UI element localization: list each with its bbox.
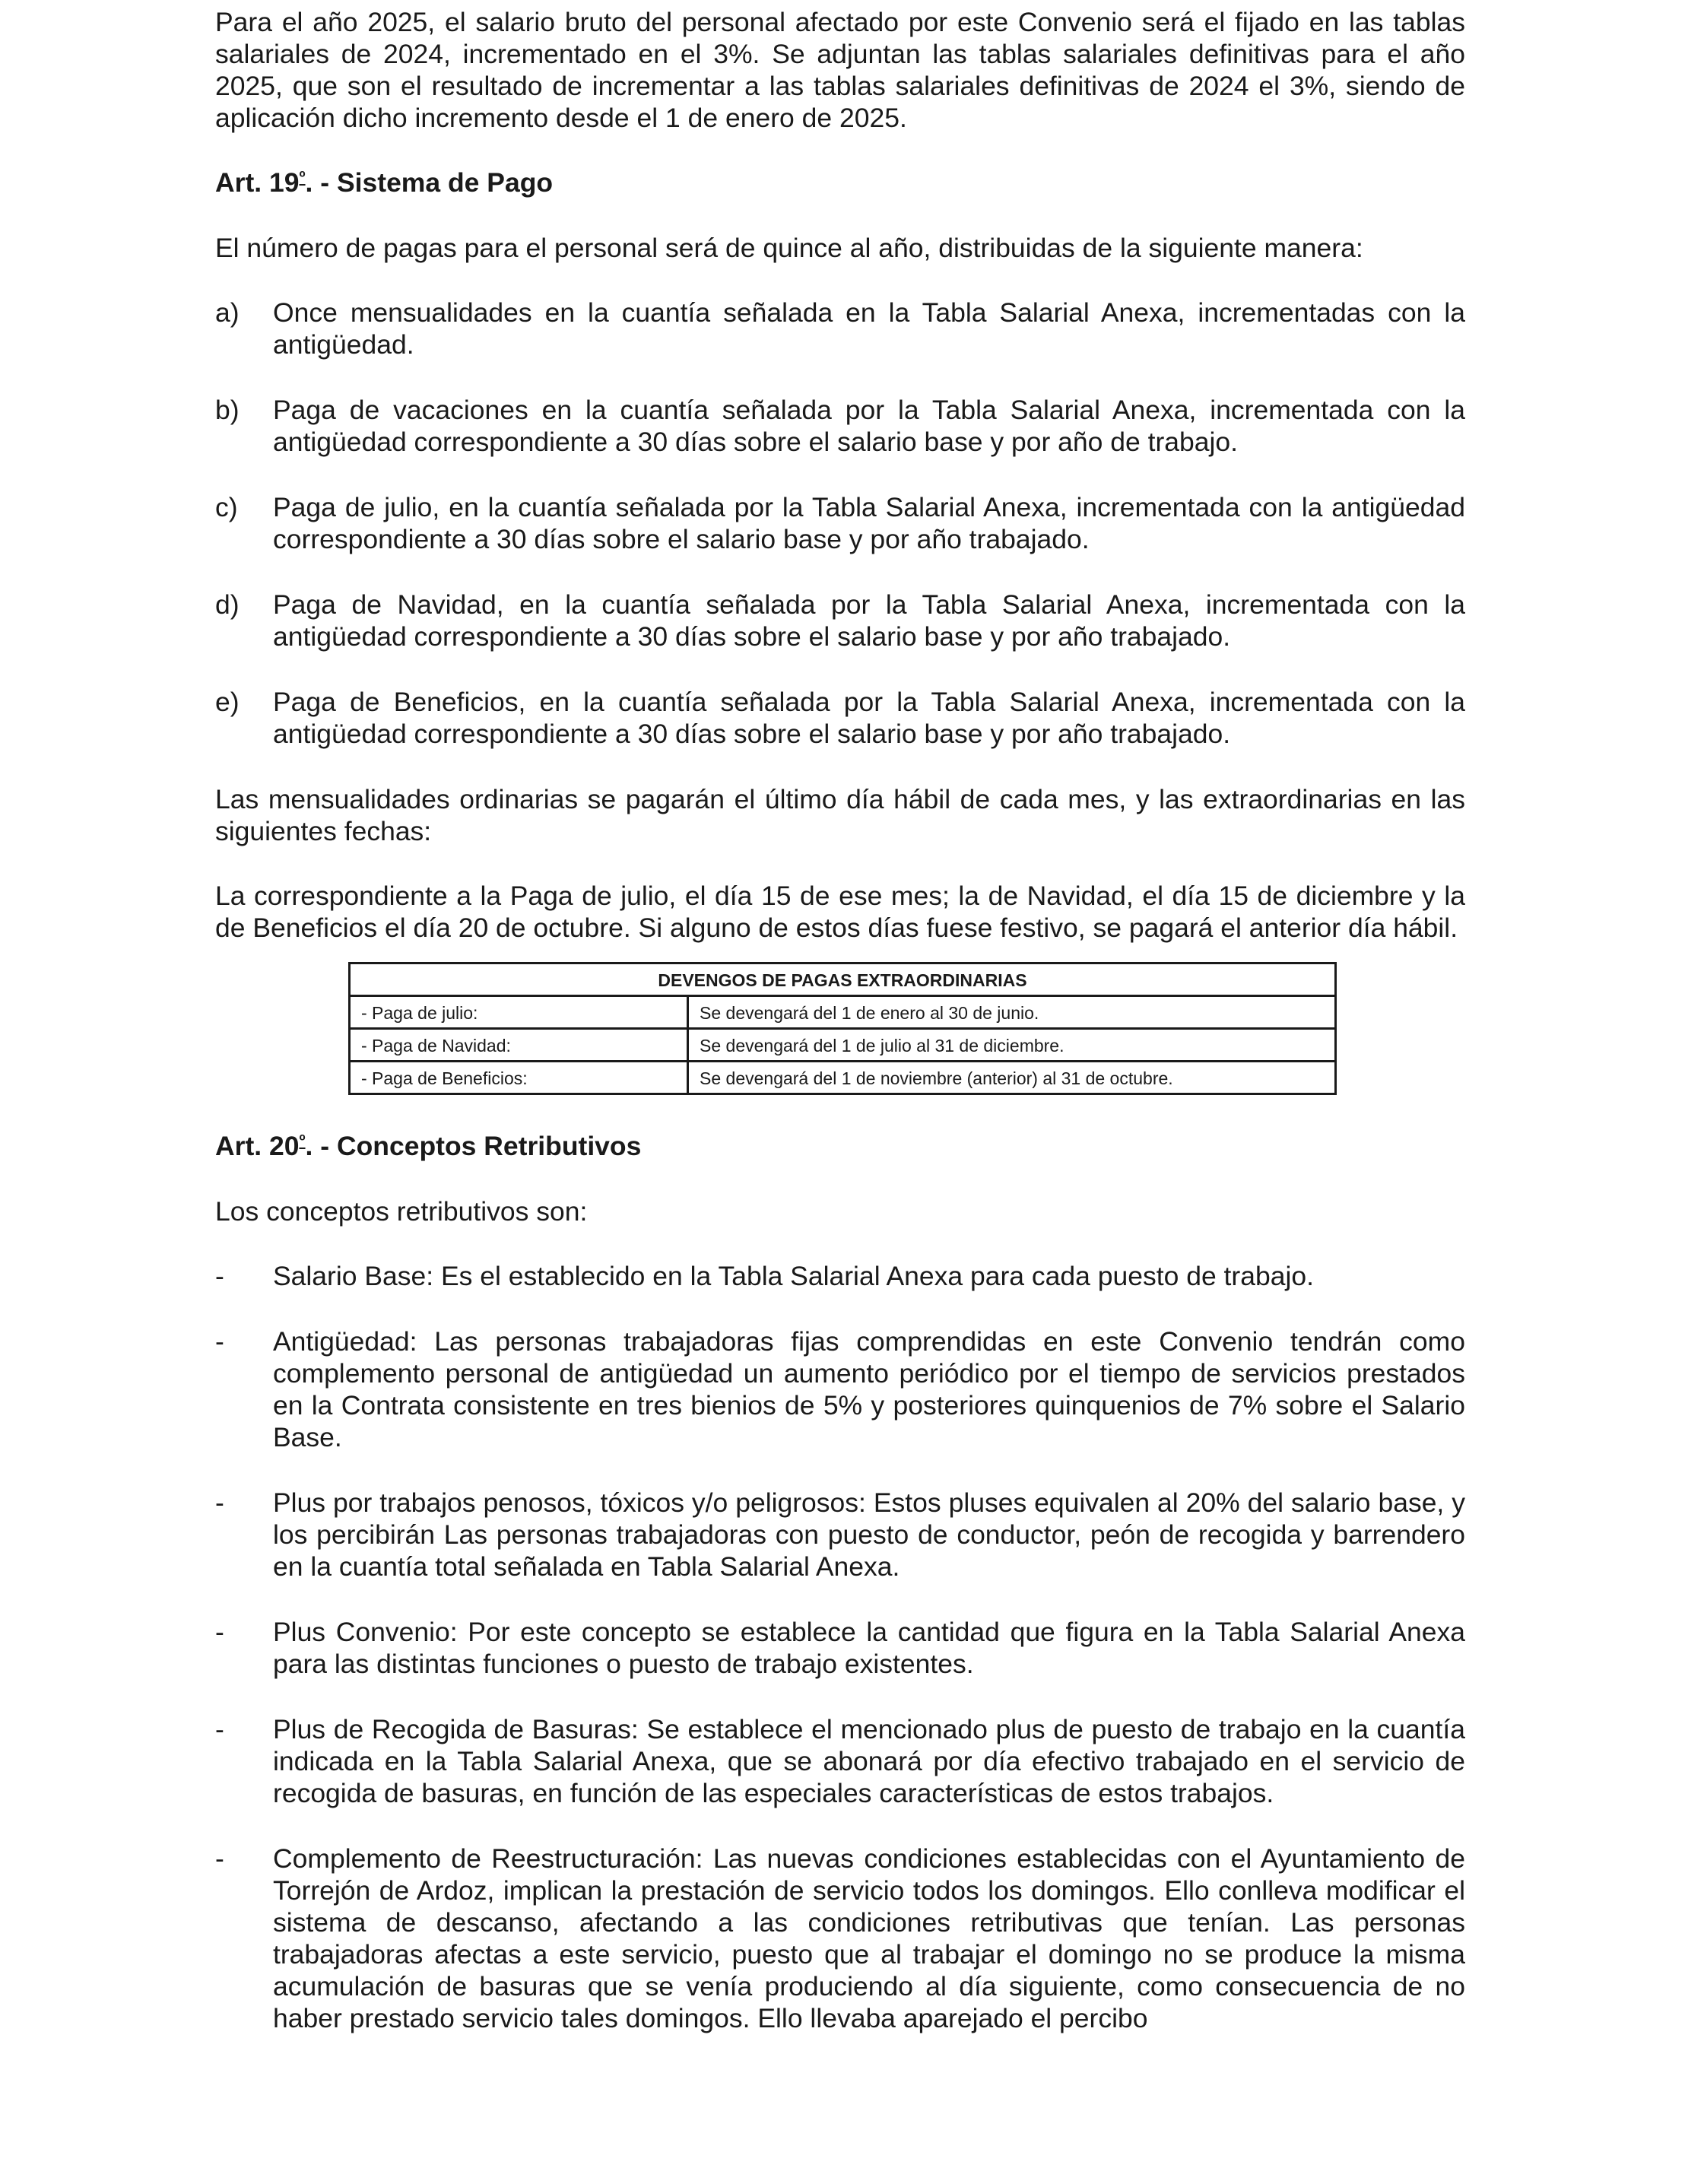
list-marker: - bbox=[215, 1487, 224, 1518]
art19-mensualidades-paragraph: Las mensualidades ordinarias se pagarán el último día hábil de cada mes, y las extraordinarias en las siguientes fechas: bbox=[215, 784, 1465, 846]
list-item bbox=[215, 394, 1465, 458]
list-item bbox=[215, 1325, 1465, 1453]
list-item bbox=[215, 686, 1465, 750]
table-header-row bbox=[350, 963, 1336, 996]
art19-title: . - Sistema de Pago bbox=[305, 167, 554, 198]
table-row bbox=[350, 1029, 1336, 1062]
art19-heading bbox=[215, 167, 1465, 198]
list-item bbox=[215, 1616, 1465, 1680]
art19-lead: El número de pagas para el personal será de quince al año, distribuidas de la siguiente manera: bbox=[215, 233, 1363, 263]
art20-title: . - Conceptos Retributivos bbox=[305, 1131, 642, 1161]
list-item bbox=[215, 1487, 1465, 1582]
list-item-text: Complemento de Reestructuración: Las nuevas condiciones establecidas con el Ayuntamiento de Torrejón de Ardoz, implican la prestación de servicio todos los domingos. Ello conlleva modificar el sistema de descanso, afectando a las condiciones retributivas que tenían. Las personas trabajadoras afectas a este servicio, puesto que al trabajar el domingo no se produce la misma acumulación de basuras que se venía produciendo al día siguiente, como consecuencia de no haber prestado servicio tales domingos. Ello llevaba aparejado el percibo bbox=[273, 1843, 1465, 2033]
art20-number: Art. 20 bbox=[215, 1131, 300, 1161]
devengos-table bbox=[348, 962, 1337, 1095]
list-item-text: Once mensualidades en la cuantía señalada en la Tabla Salarial Anexa, incrementadas con la antigüedad. bbox=[273, 297, 1465, 360]
art20-list bbox=[215, 1260, 1465, 2034]
list-item bbox=[215, 589, 1465, 652]
list-marker: - bbox=[215, 1843, 224, 1874]
list-item-text: Paga de julio, en la cuantía señalada por la Tabla Salarial Anexa, incrementada con la antigüedad correspondiente a 30 días sobre el salario base y por año trabajado. bbox=[273, 492, 1465, 554]
list-item-text: Plus Convenio: Por este concepto se establece la cantidad que figura en la Tabla Salarial Anexa para las distintas funciones o puesto de trabajo existentes. bbox=[273, 1617, 1465, 1679]
art19-fechas-paragraph: La correspondiente a la Paga de julio, el día 15 de ese mes; la de Navidad, el día 15 de diciembre y la de Beneficios el día 20 de octubre. Si alguno de estos días fuese festivo, se pagará el anterior día hábil. bbox=[215, 881, 1465, 943]
art19-ordinal: º bbox=[299, 167, 306, 186]
art19-list bbox=[215, 297, 1465, 750]
list-marker: - bbox=[215, 1261, 224, 1291]
table-cell-paga: - Paga de Beneficios: bbox=[350, 1062, 688, 1094]
list-item bbox=[215, 297, 1465, 360]
list-item bbox=[215, 1260, 1465, 1292]
list-marker: - bbox=[215, 1617, 224, 1647]
table-cell-devengo: Se devengará del 1 de julio al 31 de diciembre. bbox=[688, 1029, 1336, 1062]
list-item-text: Plus de Recogida de Basuras: Se establece el mencionado plus de puesto de trabajo en la cuantía indicada en la Tabla Salarial Anexa, que se abonará por día efectivo trabajado en el servicio de recogida de basuras, en función de las especiales características de estos trabajos. bbox=[273, 1714, 1465, 1808]
list-item bbox=[215, 1713, 1465, 1809]
table-row bbox=[350, 996, 1336, 1029]
art20-lead: Los conceptos retributivos son: bbox=[215, 1196, 588, 1227]
list-marker: e) bbox=[215, 687, 240, 717]
list-marker: - bbox=[215, 1714, 224, 1744]
list-item-text: Paga de Navidad, en la cuantía señalada por la Tabla Salarial Anexa, incrementada con la antigüedad correspondiente a 30 días sobre el salario base y por año trabajado. bbox=[273, 589, 1465, 652]
list-item-text: Paga de vacaciones en la cuantía señalada por la Tabla Salarial Anexa, incrementada con la antigüedad correspondiente a 30 días sobre el salario base y por año de trabajo. bbox=[273, 395, 1465, 457]
table-title: DEVENGOS DE PAGAS EXTRAORDINARIAS bbox=[350, 963, 1336, 996]
list-marker: b) bbox=[215, 395, 240, 425]
intro-paragraph: Para el año 2025, el salario bruto del personal afectado por este Convenio será el fijado en las tablas salariales de 2024, incrementado en el 3%. Se adjuntan las tablas salariales definitivas para el año 2025, que son el resultado de incrementar a las tablas salariales definitivas de 2024 el 3%, siendo de aplicación dicho incremento desde el 1 de enero de 2025. bbox=[215, 7, 1465, 133]
art20-ordinal: º bbox=[299, 1130, 306, 1150]
table-cell-paga: - Paga de Navidad: bbox=[350, 1029, 688, 1062]
table-cell-devengo: Se devengará del 1 de enero al 30 de junio. bbox=[688, 996, 1336, 1029]
table-row bbox=[350, 1062, 1336, 1094]
list-marker: d) bbox=[215, 589, 240, 620]
art20-heading bbox=[215, 1130, 1465, 1162]
list-marker: - bbox=[215, 1326, 224, 1357]
list-marker: a) bbox=[215, 297, 240, 328]
art19-number: Art. 19 bbox=[215, 167, 300, 198]
list-item-text: Salario Base: Es el establecido en la Tabla Salarial Anexa para cada puesto de trabajo. bbox=[273, 1261, 1314, 1291]
list-item-text: Antigüedad: Las personas trabajadoras fijas comprendidas en este Convenio tendrán como complemento personal de antigüedad un aumento periódico por el tiempo de servicios prestados en la Contrata consistente en tres bienios de 5% y posteriores quinquenios de 7% sobre el Salario Base. bbox=[273, 1326, 1465, 1452]
table-cell-paga: - Paga de julio: bbox=[350, 996, 688, 1029]
list-item-text: Paga de Beneficios, en la cuantía señalada por la Tabla Salarial Anexa, incrementada con la antigüedad correspondiente a 30 días sobre el salario base y por año trabajado. bbox=[273, 687, 1465, 749]
table-cell-devengo: Se devengará del 1 de noviembre (anterior) al 31 de octubre. bbox=[688, 1062, 1336, 1094]
list-item-text: Plus por trabajos penosos, tóxicos y/o peligrosos: Estos pluses equivalen al 20% del salario base, y los percibirán Las personas trabajadoras con puesto de conductor, peón de recogida y barrendero en la cuantía total señalada en Tabla Salarial Anexa. bbox=[273, 1487, 1465, 1582]
list-item bbox=[215, 491, 1465, 555]
list-marker: c) bbox=[215, 492, 238, 522]
list-item bbox=[215, 1843, 1465, 2034]
